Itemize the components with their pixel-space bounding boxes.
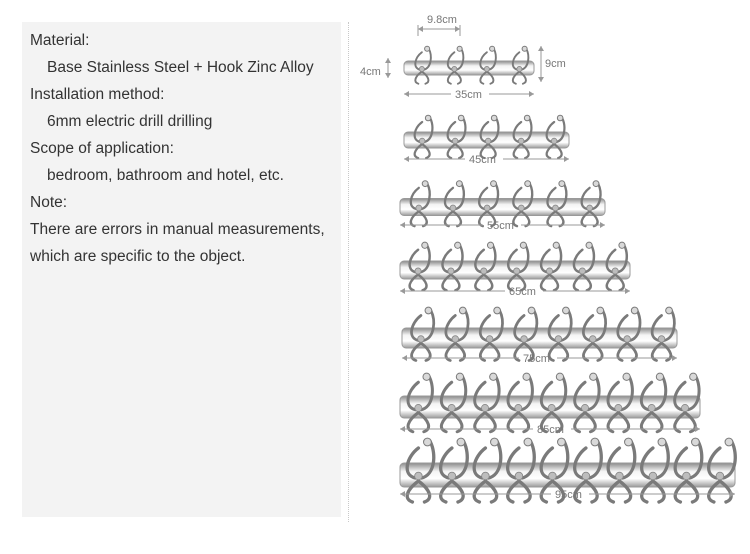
dimension-arrow-right — [625, 288, 630, 294]
hook-mount — [589, 336, 596, 343]
dimension-arrow-left — [402, 355, 407, 361]
hook-tip — [725, 438, 733, 446]
hook-rack-95cm — [400, 438, 735, 502]
hook-mount — [415, 472, 423, 480]
rack-length-label: 95cm — [555, 489, 582, 501]
hook-tip — [522, 46, 527, 51]
hook-mount — [481, 268, 487, 274]
panel-divider — [348, 22, 349, 522]
hook-tip — [593, 181, 599, 187]
scope-label: Scope of application: — [30, 140, 174, 157]
hook-tip — [456, 373, 463, 380]
note-line-2: which are specific to the object. — [30, 248, 246, 265]
hook-rack-size-diagram — [352, 0, 750, 554]
hook-tip — [559, 181, 565, 187]
rack-length-label: 55cm — [487, 220, 514, 232]
hook-tip — [597, 307, 604, 314]
hook-mount — [514, 268, 520, 274]
hook-tip — [456, 181, 462, 187]
dimension-arrow-left — [404, 91, 409, 97]
hook-mount — [649, 472, 657, 480]
dimension-arrow-right — [529, 91, 534, 97]
hook-mount — [616, 472, 624, 480]
dimension-arrow-left — [404, 156, 409, 162]
hook-mount — [624, 336, 631, 343]
hook-mount — [486, 336, 493, 343]
hook-tip — [491, 438, 499, 446]
hook-height-dimension — [538, 46, 566, 82]
rack-length-label: 75cm — [523, 353, 550, 365]
hook-tip — [563, 307, 570, 314]
hook-height-label: 9cm — [545, 58, 566, 70]
hook-mount — [553, 205, 559, 211]
hook-tip — [423, 373, 430, 380]
rack-length-label: 65cm — [509, 286, 536, 298]
scope-value: bedroom, bathroom and hotel, etc. — [47, 167, 284, 184]
hook-rack-75cm — [402, 307, 677, 365]
hook-tip — [490, 373, 497, 380]
hook-tip — [520, 242, 526, 248]
hook-rack-55cm — [400, 181, 605, 232]
hook-mount — [518, 205, 524, 211]
hook-mount — [448, 268, 454, 274]
base-depth-dimension — [360, 58, 391, 78]
hook-mount — [415, 404, 422, 411]
material-value: Base Stainless Steel + Hook Zinc Alloy — [47, 59, 314, 76]
hook-tip — [494, 307, 501, 314]
dimension-arrow-left — [400, 491, 405, 497]
hook-tip — [487, 242, 493, 248]
hook-tip — [528, 307, 535, 314]
hook-mount — [581, 404, 588, 411]
dimension-arrow-right — [695, 426, 700, 432]
hook-mount — [484, 205, 490, 211]
hook-tip — [619, 242, 625, 248]
hook-mount — [515, 472, 523, 480]
rack-base-plate — [400, 199, 605, 216]
note-line-1: There are errors in manual measurements, — [30, 221, 325, 238]
rack-length-label: 45cm — [469, 154, 496, 166]
hook-tip — [457, 438, 465, 446]
hook-mount — [716, 472, 724, 480]
hook-tip — [556, 373, 563, 380]
hook-mount — [448, 472, 456, 480]
hook-mount — [482, 472, 490, 480]
hook-mount — [515, 404, 522, 411]
hook-mount — [481, 404, 488, 411]
hook-mount — [521, 336, 528, 343]
hook-tip — [490, 46, 495, 51]
hook-tip — [625, 438, 633, 446]
hook-mount — [484, 66, 489, 71]
racks-layer — [400, 46, 735, 502]
hook-tip — [557, 115, 563, 121]
specifications-panel — [22, 22, 341, 517]
hook-mount — [548, 404, 555, 411]
hook-spacing-label: 9.8cm — [427, 14, 457, 26]
hook-mount — [582, 472, 590, 480]
hook-tip — [524, 115, 530, 121]
hook-tip — [590, 373, 597, 380]
hook-mount — [683, 472, 691, 480]
hook-mount — [419, 66, 424, 71]
hook-spacing-dimension — [418, 14, 460, 36]
hook-tip — [491, 181, 497, 187]
hook-mount — [415, 268, 421, 274]
hook-tip — [623, 373, 630, 380]
hook-mount — [452, 138, 458, 144]
hook-mount — [518, 138, 524, 144]
hook-mount — [452, 336, 459, 343]
note-label: Note: — [30, 194, 68, 211]
hook-mount — [551, 138, 557, 144]
hook-mount — [517, 66, 522, 71]
hook-tip — [666, 307, 673, 314]
installation-label: Installation method: — [30, 86, 165, 103]
hook-rack-65cm — [400, 242, 630, 298]
hook-mount — [546, 268, 552, 274]
hook-tip — [459, 307, 466, 314]
hook-mount — [579, 268, 585, 274]
hook-rack-45cm — [404, 115, 569, 166]
hook-tip — [524, 438, 532, 446]
hook-tip — [457, 46, 462, 51]
installation-value: 6mm electric drill drilling — [47, 113, 213, 130]
hook-tip — [692, 438, 700, 446]
hook-tip — [424, 438, 432, 446]
hook-tip — [658, 438, 666, 446]
hook-tip — [690, 373, 697, 380]
dimension-arrow-left — [400, 426, 405, 432]
hook-mount — [681, 404, 688, 411]
hook-mount — [418, 336, 425, 343]
hook-tip — [425, 115, 431, 121]
dimension-arrow-right — [672, 355, 677, 361]
hook-rack-35cm — [404, 46, 534, 101]
dimension-arrow-left — [400, 222, 405, 228]
rack-length-label: 85cm — [537, 424, 564, 436]
hook-tip — [591, 438, 599, 446]
dimension-arrow-left — [400, 288, 405, 294]
hook-mount — [555, 336, 562, 343]
hook-tip — [491, 115, 497, 121]
material-label: Material: — [30, 32, 90, 49]
base-depth-label: 4cm — [360, 66, 381, 78]
hook-mount — [587, 205, 593, 211]
hook-tip — [455, 242, 461, 248]
hook-tip — [425, 307, 432, 314]
dimension-arrow-right — [564, 156, 569, 162]
hook-mount — [419, 138, 425, 144]
hook-mount — [485, 138, 491, 144]
hook-tip — [458, 115, 464, 121]
hook-tip — [523, 373, 530, 380]
hook-mount — [648, 404, 655, 411]
hook-tip — [422, 181, 428, 187]
hook-tip — [631, 307, 638, 314]
dimension-arrow-right — [600, 222, 605, 228]
rack-length-label: 35cm — [455, 89, 482, 101]
hook-mount — [615, 404, 622, 411]
hook-mount — [452, 66, 457, 71]
hook-mount — [612, 268, 618, 274]
hook-tip — [425, 46, 430, 51]
hook-mount — [549, 472, 557, 480]
hook-tip — [558, 438, 566, 446]
hook-mount — [450, 205, 456, 211]
hook-mount — [416, 205, 422, 211]
hook-tip — [586, 242, 592, 248]
hook-tip — [656, 373, 663, 380]
hook-rack-85cm — [400, 373, 700, 436]
hook-mount — [658, 336, 665, 343]
hook-tip — [553, 242, 559, 248]
hook-mount — [448, 404, 455, 411]
hook-tip — [422, 242, 428, 248]
hook-tip — [525, 181, 531, 187]
